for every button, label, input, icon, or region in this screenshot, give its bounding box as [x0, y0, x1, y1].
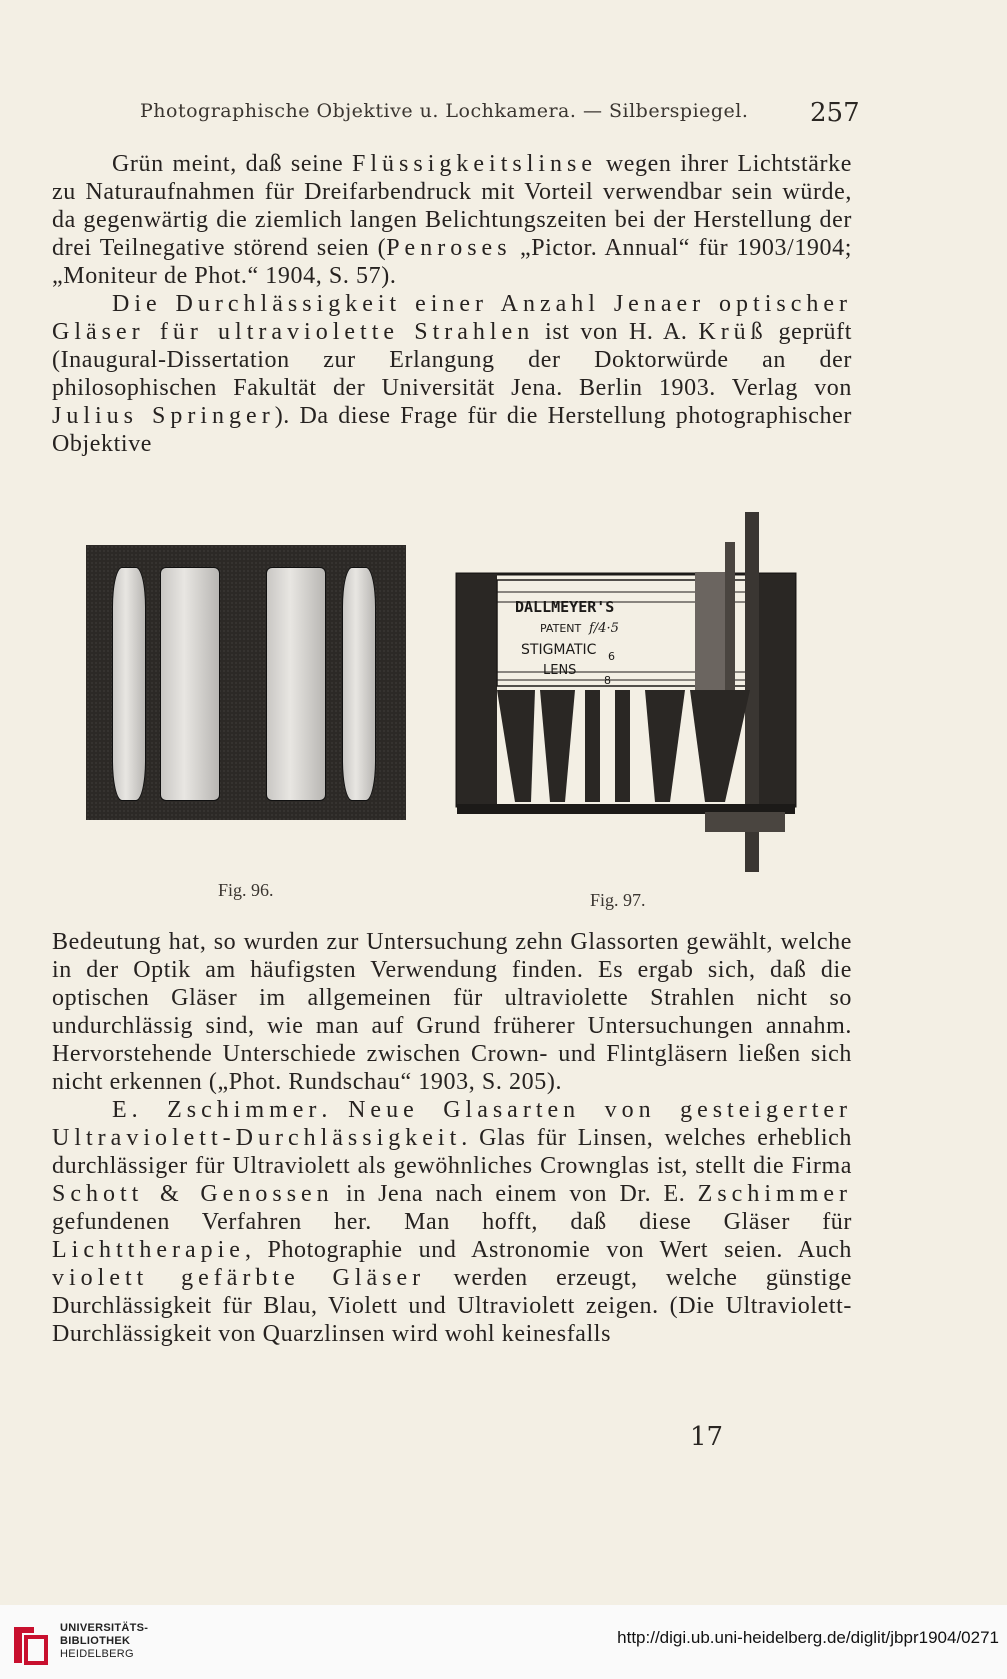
footer-bar: [0, 1605, 1007, 1679]
paragraph-durchlaessigkeit: Die Durchlässigkeit einer Anzahl Jenaer optischer Gläser für ultraviolette Strahlen ist von H. A. Krüß geprüft (Inaugural-Dissertation zur Erlangung der Doktorwürde an der philosophischen Fakultät der Universität Jena. Berlin 1903. Verlag von Julius Springer). Da diese Frage für die Herstellung photographischer Objektive: [52, 291, 853, 457]
running-title: Photographische Objektive u. Lochkamera. — Silberspiegel.: [140, 100, 749, 122]
label-stigmatic: STIGMATIC: [521, 642, 597, 658]
label-dallmeyers: DALLMEYER'S: [515, 598, 615, 616]
scale-6: 6: [608, 650, 615, 663]
figure-96-caption: Fig. 96.: [218, 880, 274, 900]
library-logo-icon: [10, 1623, 50, 1667]
text-block-upper: [52, 150, 852, 458]
signature-mark: 17: [690, 1422, 724, 1452]
label-lens: LENS: [543, 663, 577, 678]
figure-97-lens-diagram: [455, 512, 805, 872]
paragraph-gruen: Grün meint, daß seine Flüssigkeitslinse wegen ihrer Lichtstärke zu Naturaufnahmen für Dreifarbendruck mit Vorteil verwendbar sein würde, da gegenwärtig die ziemlich langen Belichtungszeiten bei der Herstellung der drei Teilnegative störend seien (Penroses „Pictor. Annual“ für 1903/1904; „Moniteur de Phot.“ 1904, S. 57).: [52, 151, 852, 289]
lens-element-2: [160, 567, 220, 801]
label-patent: PATENT: [540, 622, 582, 635]
page-number: 257: [810, 98, 860, 128]
scale-8: 8: [604, 674, 611, 687]
text-block-lower: [52, 928, 852, 1348]
lens-element-4: [342, 567, 376, 801]
source-url-link[interactable]: http://digi.ub.uni-heidelberg.de/diglit/jbpr1904/0271: [617, 1628, 999, 1647]
label-aperture: f/4·5: [589, 621, 619, 636]
figure-97-caption: Fig. 97.: [590, 890, 646, 910]
lens-element-1: [112, 567, 146, 801]
paragraph-bedeutung: Bedeutung hat, so wurden zur Untersuchung zehn Glassorten gewählt, welche in der Optik am häufigsten Verwendung finden. Es ergab sich, daß die optischen Gläser im allgemeinen für ultraviolette Strahlen nicht so undurchlässig sind, wie man auf Grund früherer Untersuchungen annahm. Hervorstehende Unterschiede zwischen Crown- und Flintgläsern ließen sich nicht erkennen („Phot. Rundschau“ 1903, S. 205).: [52, 929, 852, 1095]
lens-element-3: [266, 567, 326, 801]
figure-96-lens-image: [86, 545, 406, 820]
paragraph-zschimmer: E. Zschimmer. Neue Glasarten von gesteigerter Ultraviolett-Durchlässigkeit. Glas für Linsen, welches erheblich durchlässiger für Ultraviolett als gewöhnliches Crownglas ist, stellt die Firma Schott & Genossen in Jena nach einem von Dr. E. Zschimmer gefundenen Verfahren her. Man hofft, daß diese Gläser für Lichttherapie, Photographie und Astronomie von Wert seien. Auch violett gefärbte Gläser werden erzeugt, welche günstige Durchlässigkeit für Blau, Violett und Ultraviolett zeigen. (Die Ultraviolett-Durchlässigkeit von Quarzlinsen wird wohl keinesfalls: [52, 1097, 853, 1347]
institution-name: UNIVERSITÄTS- BIBLIOTHEK HEIDELBERG: [60, 1622, 149, 1660]
